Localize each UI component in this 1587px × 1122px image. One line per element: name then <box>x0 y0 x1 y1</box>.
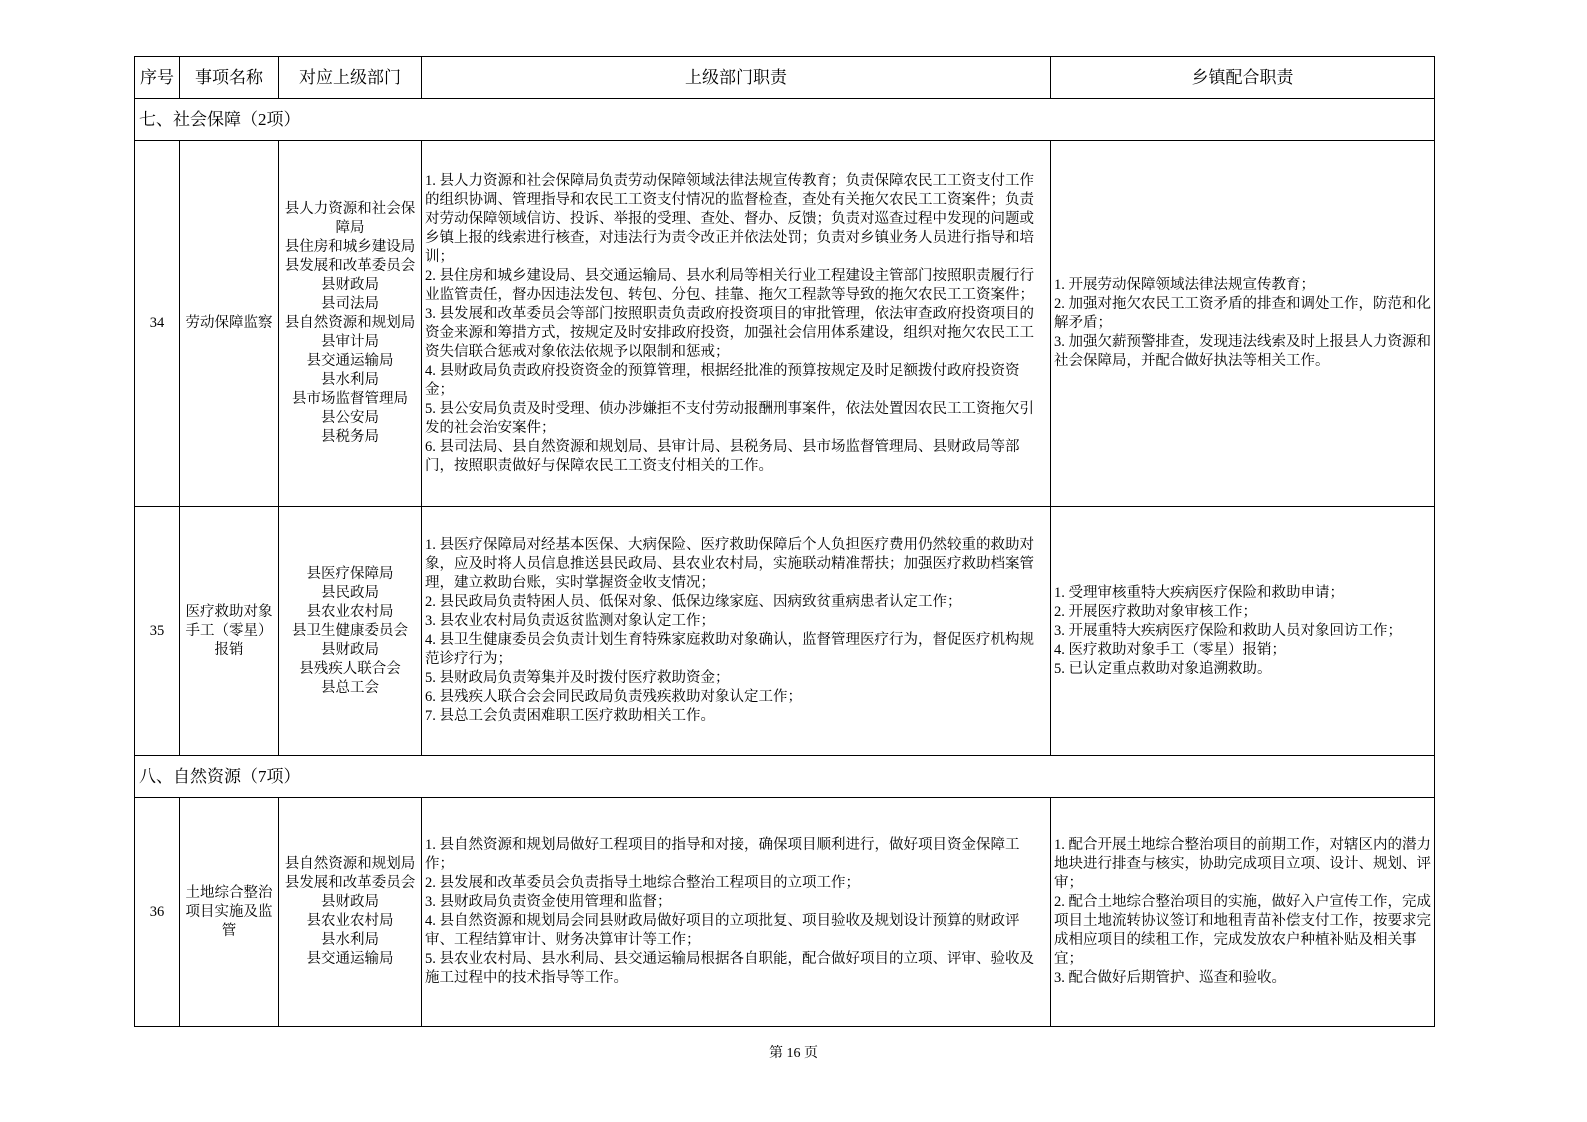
table-row <box>135 798 1435 1027</box>
table-row <box>135 507 1435 756</box>
row-upper-duties: 1. 县自然资源和规划局做好工程项目的指导和对接，确保项目顺利进行，做好项目资金保障工作； 2. 县发展和改革委员会负责指导土地综合整治工程项目的立项工作； 3. 县财政局负责资金使用管理和监督； 4. 县自然资源和规划局会同县财政局做好项目的立项批复、项目验收及规划设计预算的财政评审、工程结算审计、财务决算审计等工作； 5. 县农业农村局、县水利局、县交通运输局根据各自职能，配合做好项目的立项、评审、验收及施工过程中的技术指导等工作。 <box>422 798 1051 1027</box>
row-departments: 县医疗保障局 县民政局 县农业农村局 县卫生健康委员会 县财政局 县残疾人联合会 县总工会 <box>279 507 422 756</box>
row-no: 36 <box>135 798 180 1027</box>
section-title: 八、自然资源（7项） <box>135 756 1435 798</box>
row-name: 劳动保障监察 <box>180 141 279 507</box>
section-row <box>135 756 1435 798</box>
table-row <box>135 141 1435 507</box>
header-town-duties: 乡镇配合职责 <box>1051 57 1435 99</box>
row-name: 土地综合整治项目实施及监管 <box>180 798 279 1027</box>
row-departments: 县人力资源和社会保障局 县住房和城乡建设局 县发展和改革委员会 县财政局 县司法局 县自然资源和规划局 县审计局 县交通运输局 县水利局 县市场监督管理局 县公安局 县税务局 <box>279 141 422 507</box>
row-town-duties: 1. 配合开展土地综合整治项目的前期工作，对辖区内的潜力地块进行排查与核实，协助完成项目立项、设计、规划、评审； 2. 配合土地综合整治项目的实施，做好入户宣传工作，完成项目土地流转协议签订和地租青苗补偿支付工作，按要求完成相应项目的续租工作，完成发放农户种植补贴及相关事宜； 3. 配合做好后期管护、巡查和验收。 <box>1051 798 1435 1027</box>
page-number: 第 16 页 <box>769 1046 818 1061</box>
header-row <box>135 57 1435 99</box>
header-no: 序号 <box>135 57 180 99</box>
duties-table <box>134 56 1435 1027</box>
row-departments: 县自然资源和规划局 县发展和改革委员会 县财政局 县农业农村局 县水利局 县交通运输局 <box>279 798 422 1027</box>
row-upper-duties: 1. 县人力资源和社会保障局负责劳动保障领域法律法规宣传教育；负责保障农民工工资支付工作的组织协调、管理指导和农民工工资支付情况的监督检查，查处有关拖欠农民工工资案件；负责对劳动保障领域信访、投诉、举报的受理、查处、督办、反馈；负责对巡查过程中发现的问题或乡镇上报的线索进行核查，对违法行为责令改正并依法处罚；负责对乡镇业务人员进行指导和培训； 2. 县住房和城乡建设局、县交通运输局、县水利局等相关行业工程建设主管部门按照职责履行行业监管责任，督办因违法发包、转包、分包、挂靠、拖欠工程款等导致的拖欠农民工工资案件； 3. 县发展和改革委员会等部门按照职责负责政府投资项目的审批管理，依法审查政府投资项目的资金来源和筹措方式，按规定及时安排政府投资，加强社会信用体系建设，组织对拖欠农民工工资失信联合惩戒对象依法依规予以限制和惩戒； 4. 县财政局负责政府投资资金的预算管理，根据经批准的预算按规定及时足额拨付政府投资资金； 5. 县公安局负责及时受理、侦办涉嫌拒不支付劳动报酬刑事案件，依法处置因农民工工资拖欠引发的社会治安案件； 6. 县司法局、县自然资源和规划局、县审计局、县税务局、县市场监督管理局、县财政局等部门，按照职责做好与保障农民工工资支付相关的工作。 <box>422 141 1051 507</box>
section-row <box>135 99 1435 141</box>
row-no: 35 <box>135 507 180 756</box>
section-title: 七、社会保障（2项） <box>135 99 1435 141</box>
header-upper-duties: 上级部门职责 <box>422 57 1051 99</box>
row-town-duties: 1. 开展劳动保障领域法律法规宣传教育； 2. 加强对拖欠农民工工资矛盾的排查和调处工作，防范和化解矛盾； 3. 加强欠薪预警排查，发现违法线索及时上报县人力资源和社会保障局，并配合做好执法等相关工作。 <box>1051 141 1435 507</box>
header-name: 事项名称 <box>180 57 279 99</box>
row-town-duties: 1. 受理审核重特大疾病医疗保险和救助申请； 2. 开展医疗救助对象审核工作； 3. 开展重特大疾病医疗保险和救助人员对象回访工作； 4. 医疗救助对象手工（零星）报销； 5. 已认定重点救助对象追溯救助。 <box>1051 507 1435 756</box>
row-name: 医疗救助对象手工（零星）报销 <box>180 507 279 756</box>
row-no: 34 <box>135 141 180 507</box>
row-upper-duties: 1. 县医疗保障局对经基本医保、大病保险、医疗救助保障后个人负担医疗费用仍然较重的救助对象，应及时将人员信息推送县民政局、县农业农村局，实施联动精准帮扶；加强医疗救助档案管理，建立救助台账，实时掌握资金收支情况； 2. 县民政局负责特困人员、低保对象、低保边缘家庭、因病致贫重病患者认定工作； 3. 县农业农村局负责返贫监测对象认定工作； 4. 县卫生健康委员会负责计划生育特殊家庭救助对象确认，监督管理医疗行为，督促医疗机构规范诊疗行为； 5. 县财政局负责筹集并及时拨付医疗救助资金； 6. 县残疾人联合会会同民政局负责残疾救助对象认定工作； 7. 县总工会负责困难职工医疗救助相关工作。 <box>422 507 1051 756</box>
header-departments: 对应上级部门 <box>279 57 422 99</box>
